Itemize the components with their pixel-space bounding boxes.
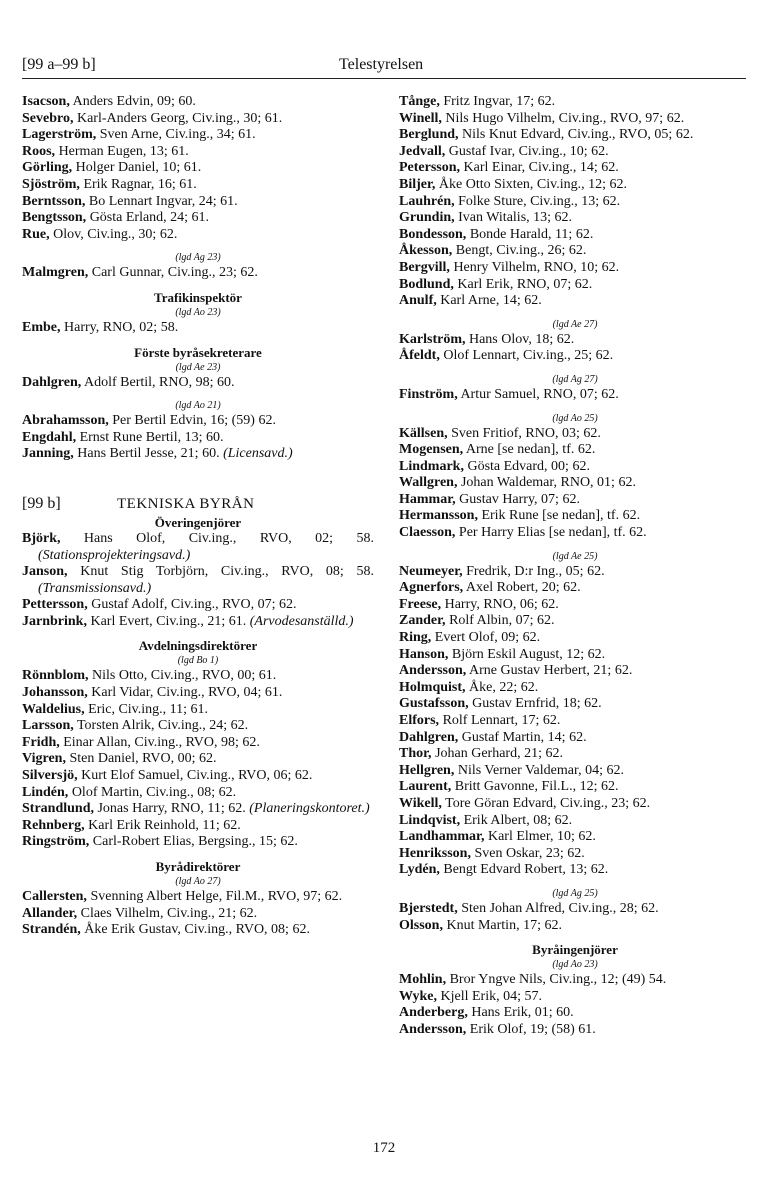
entry-surname: Hanson, [399, 646, 449, 662]
entry [399, 144, 751, 161]
entry [399, 177, 751, 194]
entry-surname: Biljer, [399, 176, 436, 192]
entry [399, 918, 751, 935]
entry-details: Karl Vidar, Civ.ing., RVO, 04; 61. [87, 685, 283, 701]
entry [22, 597, 374, 614]
entry [22, 785, 374, 802]
grade-label: (lgd Ae 23) [175, 361, 221, 373]
entry-details: Erik Rune [se nedan], tf. 62. [477, 508, 641, 524]
entry-details: Henry Vilhelm, RNO, 10; 62. [449, 259, 620, 275]
entry-details: Erik Albert, 08; 62. [460, 812, 573, 828]
entry-surname: Rönnblom, [22, 668, 89, 684]
entry-list [399, 564, 751, 879]
entry-list [22, 531, 374, 631]
entry-surname: Källsen, [399, 425, 448, 441]
entry-surname: Allander, [22, 905, 78, 921]
entry-surname: Lagerström, [22, 127, 97, 143]
entry [399, 597, 751, 614]
entry-details: Sven Fritiof, RNO, 03; 62. [447, 425, 601, 441]
entry-details: Carl-Robert Elias, Bergsing., 15; 62. [89, 834, 298, 850]
entry [399, 160, 751, 177]
entry-details: Axel Robert, 20; 62. [463, 580, 581, 596]
entry-details: Ivan Witalis, 13; 62. [454, 210, 573, 226]
entry-surname: Pettersson, [22, 597, 88, 613]
entry-details: Einar Allan, Civ.ing., RVO, 98; 62. [59, 734, 260, 750]
entry-surname: Strandlund, [22, 801, 94, 817]
entry-details: Harry, RNO, 06; 62. [441, 596, 559, 612]
entry [22, 144, 374, 161]
entry-surname: Sevebro, [22, 110, 74, 126]
entry [22, 430, 374, 447]
entry [22, 413, 374, 430]
entry-surname: Silversjö, [22, 768, 78, 784]
entry-surname: Björk, [22, 530, 61, 546]
entry-details: Olof Lennart, Civ.ing., 25; 62. [439, 348, 614, 364]
grade-label: (lgd Ag 25) [552, 887, 598, 899]
entry [399, 779, 751, 796]
entry-surname: Fridh, [22, 734, 60, 750]
entry-list [22, 668, 374, 851]
entry [22, 177, 374, 194]
entry [22, 210, 374, 227]
entry-details: Nils Otto, Civ.ing., RVO, 00; 61. [88, 668, 277, 684]
entry-details: Gösta Edvard, 00; 62. [463, 458, 590, 474]
entry-surname: Waldelius, [22, 701, 85, 717]
entry-details: Gustaf Adolf, Civ.ing., RVO, 07; 62. [87, 597, 297, 613]
header-rule [22, 78, 746, 79]
entry-surname: Laurent, [399, 779, 452, 795]
entry-details: Karl Elmer, 10; 62. [484, 829, 596, 845]
grade-label: (lgd Ao 27) [175, 876, 221, 887]
entry [399, 647, 751, 664]
grade-label: (lgd Ag 23) [175, 252, 221, 264]
entry-surname: Bjerstedt, [399, 900, 458, 916]
entry [399, 293, 751, 310]
entry-surname: Finström, [399, 386, 458, 402]
entry [399, 580, 751, 597]
entry-surname: Embe, [22, 319, 61, 335]
entry-surname: Hammar, [399, 491, 456, 507]
entry-details: Eric, Civ.ing., 11; 61. [84, 701, 209, 717]
entry-surname: Ring, [399, 630, 432, 646]
entry [22, 668, 374, 685]
entry-surname: Olsson, [399, 917, 443, 933]
entry-surname: Janning, [22, 446, 74, 462]
entry-details: Karl Einar, Civ.ing., 14; 62. [460, 160, 619, 176]
entry-surname: Henriksson, [399, 845, 471, 861]
entry-surname: Bondesson, [399, 226, 467, 242]
entry-surname: Wallgren, [399, 475, 458, 491]
entry [399, 127, 751, 144]
entry-surname: Anderberg, [399, 1005, 468, 1021]
entry-surname: Agnerfors, [399, 580, 464, 596]
entry-details: Johan Waldemar, RNO, 01; 62. [457, 475, 636, 491]
entry-surname: Dahlgren, [399, 729, 459, 745]
entry-details: Hans Bertil Jesse, 21; 60. [73, 446, 220, 462]
entry [399, 680, 751, 697]
left-column [22, 94, 374, 939]
entry-note: (Stationsprojekteringsavd.) [38, 547, 191, 563]
entry-details: Knut Martin, 17; 62. [442, 917, 562, 933]
entry-details: Kurt Elof Samuel, Civ.ing., RVO, 06; 62. [77, 768, 313, 784]
entry-surname: Strandén, [22, 922, 81, 938]
entry-surname: Anulf, [399, 293, 437, 309]
grade-label: (lgd Ao 25) [552, 412, 598, 424]
entry-surname: Janson, [22, 564, 68, 580]
entry-surname: Malmgren, [22, 265, 89, 281]
entry [22, 834, 374, 851]
entry-details: Åke, 22; 62. [465, 679, 539, 695]
entry [399, 663, 751, 680]
entry-details: Hans Erik, 01; 60. [467, 1005, 574, 1021]
entry-details: Tore Göran Edvard, Civ.ing., 23; 62. [441, 795, 651, 811]
entry-details: Karl Erik, RNO, 07; 62. [453, 276, 593, 292]
grade-label: (lgd Ao 21) [175, 400, 221, 412]
entry-details: Holger Daniel, 10; 61. [72, 160, 202, 176]
entry-details: Evert Olof, 09; 62. [431, 630, 541, 646]
entry-surname: Lydén, [399, 862, 440, 878]
entry-details: Gustav Harry, 07; 62. [455, 491, 580, 507]
entry [399, 989, 751, 1006]
entry-surname: Wikell, [399, 795, 442, 811]
entry-surname: Landhammar, [399, 829, 485, 845]
entry-details: Erik Olof, 19; (58) 61. [466, 1021, 596, 1037]
entry-surname: Jarnbrink, [22, 613, 87, 629]
entry-note: (Arvodesanställd.) [249, 613, 354, 629]
section-heading: Avdelningsdirektörer [138, 638, 258, 654]
entry-note: (Licensavd.) [223, 446, 293, 462]
entry-surname: Rue, [22, 226, 50, 242]
entry [399, 813, 751, 830]
entry-list [399, 426, 751, 542]
entry-surname: Engdahl, [22, 429, 77, 445]
entry-details: Claes Vilhelm, Civ.ing., 21; 62. [77, 905, 258, 921]
entry-surname: Wyke, [399, 988, 437, 1004]
entry [399, 348, 751, 365]
entry [399, 525, 751, 542]
entry [399, 260, 751, 277]
entry-details: Knut Stig Torbjörn, Civ.ing., RVO, 08; 58. [67, 564, 374, 580]
entry-surname: Freese, [399, 596, 442, 612]
entry [399, 442, 751, 459]
entry-details: Gösta Erland, 24; 61. [86, 210, 210, 226]
entry [399, 94, 751, 111]
entry-details: Olov, Civ.ing., 30; 62. [49, 226, 178, 242]
entry [22, 768, 374, 785]
entry-surname: Jedvall, [399, 143, 446, 159]
entry-surname: Sjöström, [22, 176, 80, 192]
entry [399, 227, 751, 244]
entry-list [399, 972, 751, 1038]
entry-details: Anders Edvin, 09; 60. [69, 94, 196, 109]
entry [399, 1022, 751, 1039]
entry-details: Karl Arne, 14; 62. [436, 293, 542, 309]
entry-surname: Roos, [22, 143, 56, 159]
entry [22, 702, 374, 719]
entry-details: Sven Oskar, 23; 62. [470, 845, 585, 861]
entry [399, 746, 751, 763]
entry-surname: Åfeldt, [399, 348, 440, 364]
entry-surname: Karlström, [399, 331, 466, 347]
entry-surname: Lindén, [22, 784, 69, 800]
entry-details: Kjell Erik, 04; 57. [436, 988, 542, 1004]
entry-surname: Vigren, [22, 751, 66, 767]
section-number: [99 b] [22, 494, 61, 512]
entry [399, 829, 751, 846]
entry-details: Erik Ragnar, 16; 61. [79, 176, 197, 192]
entry-list [22, 94, 374, 243]
entry-details: Fritz Ingvar, 17; 62. [439, 94, 556, 109]
header-title: Telestyrelsen [339, 56, 424, 73]
entry-details: Fredrik, D:r Ing., 05; 62. [462, 563, 605, 579]
entry [399, 862, 751, 879]
entry-details: Sven Arne, Civ.ing., 34; 61. [96, 127, 256, 143]
entry [22, 320, 374, 337]
section-title: TEKNISKA BYRÅN [117, 495, 255, 512]
entry-surname: Bengtsson, [22, 210, 87, 226]
entry-details: Artur Samuel, RNO, 07; 62. [457, 386, 619, 402]
entry [22, 906, 374, 923]
entry-details: Bo Lennart Ingvar, 24; 61. [85, 193, 238, 209]
entry [22, 889, 374, 906]
entry-details: Åke Erik Gustav, Civ.ing., RVO, 08; 62. [80, 922, 310, 938]
entry-details: Åke Otto Sixten, Civ.ing., 12; 62. [435, 176, 628, 192]
entry-surname: Callersten, [22, 889, 87, 904]
section-heading: Byråingenjörer [532, 942, 618, 958]
entry [399, 332, 751, 349]
entry [22, 818, 374, 835]
entry [22, 685, 374, 702]
grade-label: (lgd Ae 25) [552, 550, 598, 562]
entry-details: Bonde Harald, 11; 62. [466, 226, 594, 242]
entry-details: Sten Johan Alfred, Civ.ing., 28; 62. [457, 900, 659, 916]
entry [22, 751, 374, 768]
section-title-row [22, 493, 374, 515]
grade-label: (lgd Ae 27) [552, 318, 598, 330]
entry-details: Harry, RNO, 02; 58. [60, 319, 179, 335]
entry [22, 735, 374, 752]
section-heading: Trafikinspektör [154, 289, 242, 305]
entry-details: Johan Gerhard, 21; 62. [431, 746, 563, 762]
entry-surname: Tånge, [399, 94, 440, 109]
entry [22, 922, 374, 939]
entry-details: Gustaf Ivar, Civ.ing., 10; 62. [445, 143, 609, 159]
entry [22, 801, 374, 818]
entry-surname: Petersson, [399, 160, 461, 176]
entry-surname: Rehnberg, [22, 817, 85, 833]
entry [399, 613, 751, 630]
entry-details: Björn Eskil August, 12; 62. [448, 646, 606, 662]
entry-details: Per Harry Elias [se nedan], tf. 62. [455, 525, 647, 541]
entry-details: Gustav Ernfrid, 18; 62. [468, 696, 602, 712]
entry [399, 972, 751, 989]
entry-details: Olof Martin, Civ.ing., 08; 62. [68, 784, 237, 800]
grade-label: (lgd Bo 1) [177, 655, 219, 667]
right-column [399, 94, 751, 1039]
entry-surname: Bodlund, [399, 276, 454, 292]
entry-details: Torsten Alrik, Civ.ing., 24; 62. [73, 718, 249, 734]
entry-surname: Holmquist, [399, 679, 466, 695]
entry [22, 718, 374, 735]
entry-surname: Grundin, [399, 210, 455, 226]
entry [399, 696, 751, 713]
entry [22, 614, 374, 631]
page-number: 172 [372, 1140, 396, 1156]
entry [399, 111, 751, 128]
entry-details: Karl-Anders Georg, Civ.ing., 30; 61. [73, 110, 283, 126]
section-heading: Byrådirektörer [155, 859, 241, 874]
entry-details: Adolf Bertil, RNO, 98; 60. [81, 374, 235, 390]
entry [399, 796, 751, 813]
entry-details: Svenning Albert Helge, Fil.M., RVO, 97; 62. [86, 889, 343, 904]
entry-details: Bengt, Civ.ing., 26; 62. [452, 243, 587, 259]
entry-details: Rolf Lennart, 17; 62. [439, 713, 561, 728]
entry [399, 713, 751, 730]
entry-details: Herman Eugen, 13; 61. [55, 143, 189, 159]
entry-list [22, 375, 374, 392]
header-range: [99 a–99 b] [22, 56, 96, 73]
entry-details: Gustaf Martin, 14; 62. [458, 729, 587, 745]
entry-details: Britt Gavonne, Fil.L., 12; 62. [451, 779, 619, 795]
entry-surname: Andersson, [399, 663, 467, 679]
entry-details: Nils Verner Valdemar, 04; 62. [454, 762, 624, 778]
entry-list [399, 901, 751, 934]
entry-surname: Andersson, [399, 1021, 467, 1037]
entry-details: Carl Gunnar, Civ.ing., 23; 62. [88, 265, 258, 281]
entry [399, 475, 751, 492]
entry [22, 375, 374, 392]
entry-surname: Berntsson, [22, 193, 86, 209]
entry-surname: Neumeyer, [399, 563, 463, 579]
entry-surname: Lindmark, [399, 458, 464, 474]
entry [399, 846, 751, 863]
entry-surname: Zander, [399, 613, 446, 629]
entry-surname: Hermansson, [399, 508, 478, 524]
entry [399, 194, 751, 211]
entry [399, 508, 751, 525]
entry-details: Hans Olov, 18; 62. [465, 331, 575, 347]
entry [399, 277, 751, 294]
entry-surname: Ringström, [22, 834, 90, 850]
entry-surname: Isacson, [22, 94, 70, 109]
entry-details: Jonas Harry, RNO, 11; 62. [93, 801, 246, 817]
entry-details: Per Bertil Edvin, 16; (59) 62. [108, 413, 276, 429]
entry-details: Nils Knut Edvard, Civ.ing., RVO, 05; 62. [458, 127, 694, 143]
entry [399, 387, 751, 404]
entry [22, 94, 374, 111]
entry [399, 630, 751, 647]
entry [399, 763, 751, 780]
entry [399, 492, 751, 509]
entry-details: Bengt Edvard Robert, 13; 62. [439, 862, 609, 878]
entry-surname: Åkesson, [399, 243, 453, 259]
entry-surname: Görling, [22, 160, 73, 176]
entry-details: Karl Evert, Civ.ing., 21; 61. [86, 613, 247, 629]
entry-surname: Lindqvist, [399, 812, 461, 828]
entry [399, 243, 751, 260]
entry-note: (Transmissionsavd.) [38, 580, 152, 596]
entry-surname: Berglund, [399, 127, 459, 143]
entry [22, 160, 374, 177]
entry-note: (Planeringskontoret.) [249, 801, 370, 817]
entry-surname: Johansson, [22, 685, 88, 701]
entry [399, 459, 751, 476]
entry [22, 194, 374, 211]
entry-details: Bror Yngve Nils, Civ.ing., 12; (49) 54. [446, 972, 667, 988]
entry [399, 210, 751, 227]
entry-details: Arne Gustav Herbert, 21; 62. [466, 663, 633, 679]
entry-details: Sten Daniel, RVO, 00; 62. [65, 751, 217, 767]
entry-surname: Claesson, [399, 525, 456, 541]
entry-surname: Winell, [399, 110, 442, 126]
entry-surname: Gustafsson, [399, 696, 469, 712]
entry [399, 426, 751, 443]
entry-details: Rolf Albin, 07; 62. [445, 613, 555, 629]
entry-details: Hans Olof, Civ.ing., RVO, 02; 58. [60, 530, 374, 546]
entry-list [399, 387, 751, 404]
entry-list [399, 332, 751, 365]
entry-details: Arne [se nedan], tf. 62. [463, 442, 596, 458]
section-heading: Förste byråsekreterare [134, 344, 262, 360]
entry-details: Ernst Rune Bertil, 13; 60. [76, 429, 224, 445]
entry-list [22, 889, 374, 939]
entry-surname: Dahlgren, [22, 374, 82, 390]
entry-surname: Bergvill, [399, 259, 450, 275]
entry [22, 265, 374, 282]
entry-details: Karl Erik Reinhold, 11; 62. [84, 817, 241, 833]
entry-list [22, 265, 374, 282]
entry-surname: Lauhrén, [399, 193, 455, 209]
entry-list [22, 320, 374, 337]
entry-list [22, 413, 374, 463]
grade-label: (lgd Ag 27) [552, 373, 598, 385]
grade-label: (lgd Ao 23) [175, 306, 221, 318]
entry [22, 446, 374, 463]
entry [22, 127, 374, 144]
entry [22, 111, 374, 128]
entry [399, 564, 751, 581]
entry [399, 730, 751, 747]
entry-surname: Mohlin, [399, 972, 447, 988]
entry-surname: Abrahamsson, [22, 413, 109, 429]
entry [22, 564, 374, 597]
section-heading: Överingenjörer [154, 514, 242, 530]
entry [22, 227, 374, 244]
entry-surname: Elfors, [399, 713, 440, 728]
entry-details: Folke Sture, Civ.ing., 13; 62. [454, 193, 621, 209]
entry [399, 1005, 751, 1022]
entry-details: Nils Hugo Vilhelm, Civ.ing., RVO, 97; 62. [441, 110, 685, 126]
entry-surname: Thor, [399, 746, 432, 762]
entry-surname: Hellgren, [399, 762, 455, 778]
entry-surname: Mogensen, [399, 442, 464, 458]
grade-label: (lgd Ao 23) [552, 959, 598, 971]
entry [22, 531, 374, 564]
entry-surname: Larsson, [22, 718, 74, 734]
entry [399, 901, 751, 918]
entry-list [399, 94, 751, 310]
